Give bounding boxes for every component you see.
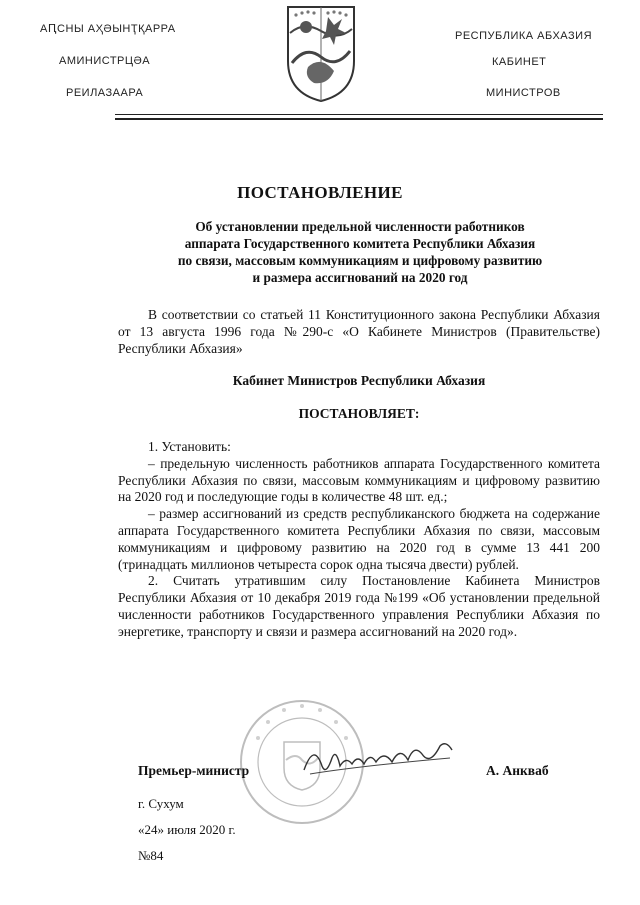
header-left-line-3: РЕИЛАЗААРА: [66, 87, 144, 99]
document-title: ПОСТАНОВЛЕНИЕ: [237, 183, 403, 202]
item-1b: – размер ассигнований из средств республиканского бюджета на содержание аппарата Государственного комитета Республики Абхазия по связи, массовым коммуникациям и цифровому развитию на 2020 год в сумме 13 441 200 (тринадцать миллионов четыреста сорок одна тысяча двести) рублей.: [118, 506, 600, 572]
header-right-line-1: РЕСПУБЛИКА АБХАЗИЯ: [455, 30, 593, 42]
document-body: [118, 307, 600, 641]
header-divider-bottom: [115, 118, 603, 120]
signatory-name: А. Анкваб: [486, 763, 549, 778]
issue-date: «24» июля 2020 г.: [138, 822, 236, 837]
subtitle-line-1: Об установлении предельной численности работников: [195, 219, 525, 234]
item-1: 1. Установить:: [148, 438, 231, 454]
header-divider-top: [115, 114, 603, 115]
authority: Кабинет Министров Республики Абхазия: [232, 373, 486, 389]
item-1a: – предельную численность работников аппарата Государственного комитета Республики Абхазия по связи, массовым коммуникациям и цифровому развитию на 2020 год и последующие годы в количестве 48 шт. ед.;: [118, 455, 600, 505]
header-left-line-1: АԤСНЫ АҲӘЫНҬҚАРРА: [40, 23, 176, 35]
handwritten-signature-icon: [300, 736, 460, 784]
preamble: В соответствии со статьей 11 Конституционного закона Республики Абхазия от 13 августа 1996 года №290-с «О Кабинете Министров (Правительстве) Республики Абхазия»: [118, 307, 600, 356]
header-right-line-3: МИНИСТРОВ: [486, 87, 561, 99]
header-left-line-2: АМИНИСТРЦӘА: [59, 55, 151, 67]
decree-word: ПОСТАНОВЛЯЕТ:: [298, 406, 420, 422]
signatory-position: Премьер-министр: [138, 763, 250, 778]
document-subtitle: [120, 218, 600, 286]
subtitle-line-4: и размера ассигнований на 2020 год: [252, 270, 468, 285]
document-number: №84: [138, 848, 164, 863]
subtitle-line-3: по связи, массовым коммуникациям и цифровому развитию: [177, 253, 543, 268]
coat-of-arms-icon: [284, 3, 358, 103]
issue-place: г. Сухум: [138, 796, 184, 811]
header-right-line-2: КАБИНЕТ: [492, 56, 547, 68]
subtitle-line-2: аппарата Государственного комитета Республики Абхазия: [184, 236, 536, 251]
item-2: 2. Считать утратившим силу Постановление Кабинета Министров Республики Абхазия от 10 декабря 2019 года №199 «Об установлении предельной численности работников Государственного управления Республики Абхазия по энергетике, транспорту и связи и размера ассигнований на 2020 год».: [118, 573, 600, 639]
